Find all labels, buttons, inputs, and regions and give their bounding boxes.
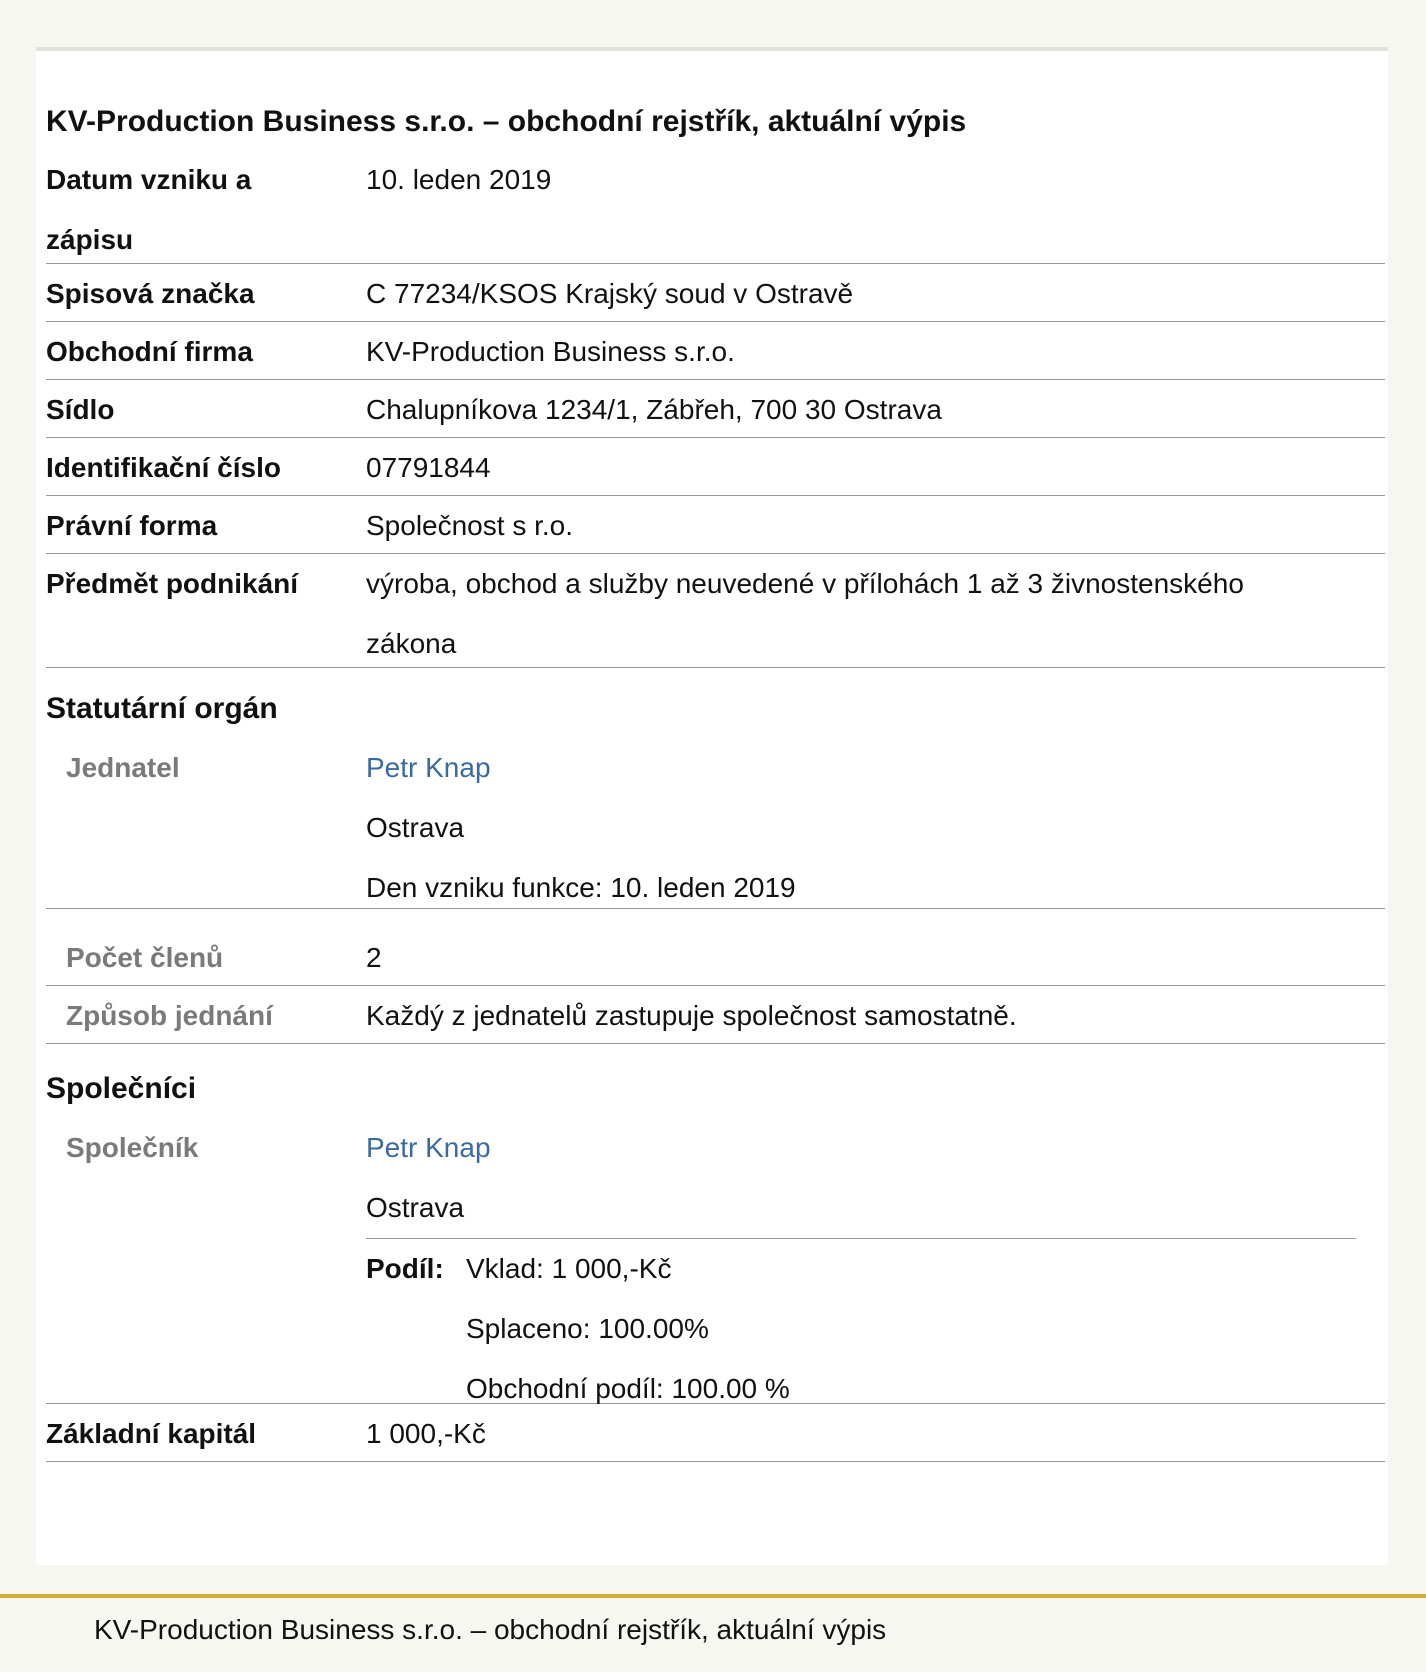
value-pocet-clenu: 2 — [366, 942, 382, 973]
value-obchodni-firma: KV-Production Business s.r.o. — [366, 336, 735, 367]
value-spolecnik — [366, 1118, 1366, 1238]
row-pravni-forma — [46, 496, 1385, 554]
jednatel-name-link[interactable]: Petr Knap — [366, 752, 491, 783]
label-spolecnik: Společník — [66, 1132, 199, 1163]
label-pravni-forma: Právní forma — [46, 510, 218, 541]
label-pocet-clenu: Počet členů — [66, 942, 224, 973]
section-spolecnici: Společníci — [46, 1072, 197, 1105]
podil-splaceno: Splaceno: 100.00% — [466, 1313, 709, 1344]
row-sidlo — [46, 380, 1385, 438]
section-statutarni-organ: Statutární orgán — [46, 692, 278, 725]
value-predmet-podnikani-l1: výroba, obchod a služby neuvedené v přílohách 1 až 3 živnostenského — [366, 568, 1244, 599]
label-datum-vzniku-l1: Datum vzniku a — [46, 164, 252, 195]
footer-bar — [0, 1594, 1426, 1672]
value-predmet-podnikani-l2: zákona — [366, 628, 457, 659]
label-jednatel: Jednatel — [66, 752, 180, 783]
row-pocet-clenu — [46, 928, 1385, 986]
footer-title: KV-Production Business s.r.o. – obchodní rejstřík, aktuální výpis — [94, 1614, 887, 1645]
row-zpusob-jednani — [46, 986, 1385, 1044]
value-identifikacni-cislo: 07791844 — [366, 452, 491, 483]
value-spisova-znacka: C 77234/KSOS Krajský soud v Ostravě — [366, 278, 854, 309]
label-obchodni-firma: Obchodní firma — [46, 336, 253, 367]
podil-label: Podíl: — [366, 1253, 444, 1284]
label-identifikacni-cislo: Identifikační číslo — [46, 452, 281, 483]
podil-obchodni-podil: Obchodní podíl: 100.00 % — [466, 1373, 790, 1404]
value-sidlo: Chalupníkova 1234/1, Zábřeh, 700 30 Ostrava — [366, 394, 942, 425]
row-obchodni-firma — [46, 322, 1385, 380]
value-zakladni-kapital: 1 000,-Kč — [366, 1418, 486, 1449]
value-jednatel — [366, 738, 1366, 918]
row-jednatel — [46, 738, 1385, 909]
podil-details — [466, 1239, 790, 1419]
label-spisova-znacka: Spisová značka — [46, 278, 255, 309]
spolecnik-name-link[interactable]: Petr Knap — [366, 1132, 491, 1163]
label-datum-vzniku-l2: zápisu — [46, 224, 134, 255]
jednatel-city: Ostrava — [366, 812, 465, 843]
value-zpusob-jednani: Každý z jednatelů zastupuje společnost samostatně. — [366, 1000, 1017, 1031]
label-predmet-podnikani: Předmět podnikání — [46, 568, 299, 599]
row-spolecnik — [46, 1118, 1385, 1404]
jednatel-since: Den vzniku funkce: 10. leden 2019 — [366, 872, 796, 903]
row-predmet-podnikani — [46, 554, 1385, 668]
page-title: KV-Production Business s.r.o. – obchodní rejstřík, aktuální výpis — [46, 105, 967, 138]
podil-vklad: Vklad: 1 000,-Kč — [466, 1253, 672, 1284]
row-zakladni-kapital — [46, 1404, 1385, 1462]
registry-panel — [36, 47, 1388, 1565]
label-sidlo: Sídlo — [46, 394, 115, 425]
label-zakladni-kapital: Základní kapitál — [46, 1418, 257, 1449]
row-datum-vzniku — [46, 150, 1385, 264]
row-spisova-znacka — [46, 264, 1385, 322]
label-zpusob-jednani: Způsob jednání — [66, 1000, 273, 1031]
value-predmet-podnikani — [366, 554, 1366, 674]
label-datum-vzniku — [46, 150, 346, 270]
row-identifikacni-cislo — [46, 438, 1385, 496]
value-datum-vzniku: 10. leden 2019 — [366, 164, 552, 195]
value-pravni-forma: Společnost s r.o. — [366, 510, 574, 541]
spolecnik-city: Ostrava — [366, 1192, 465, 1223]
